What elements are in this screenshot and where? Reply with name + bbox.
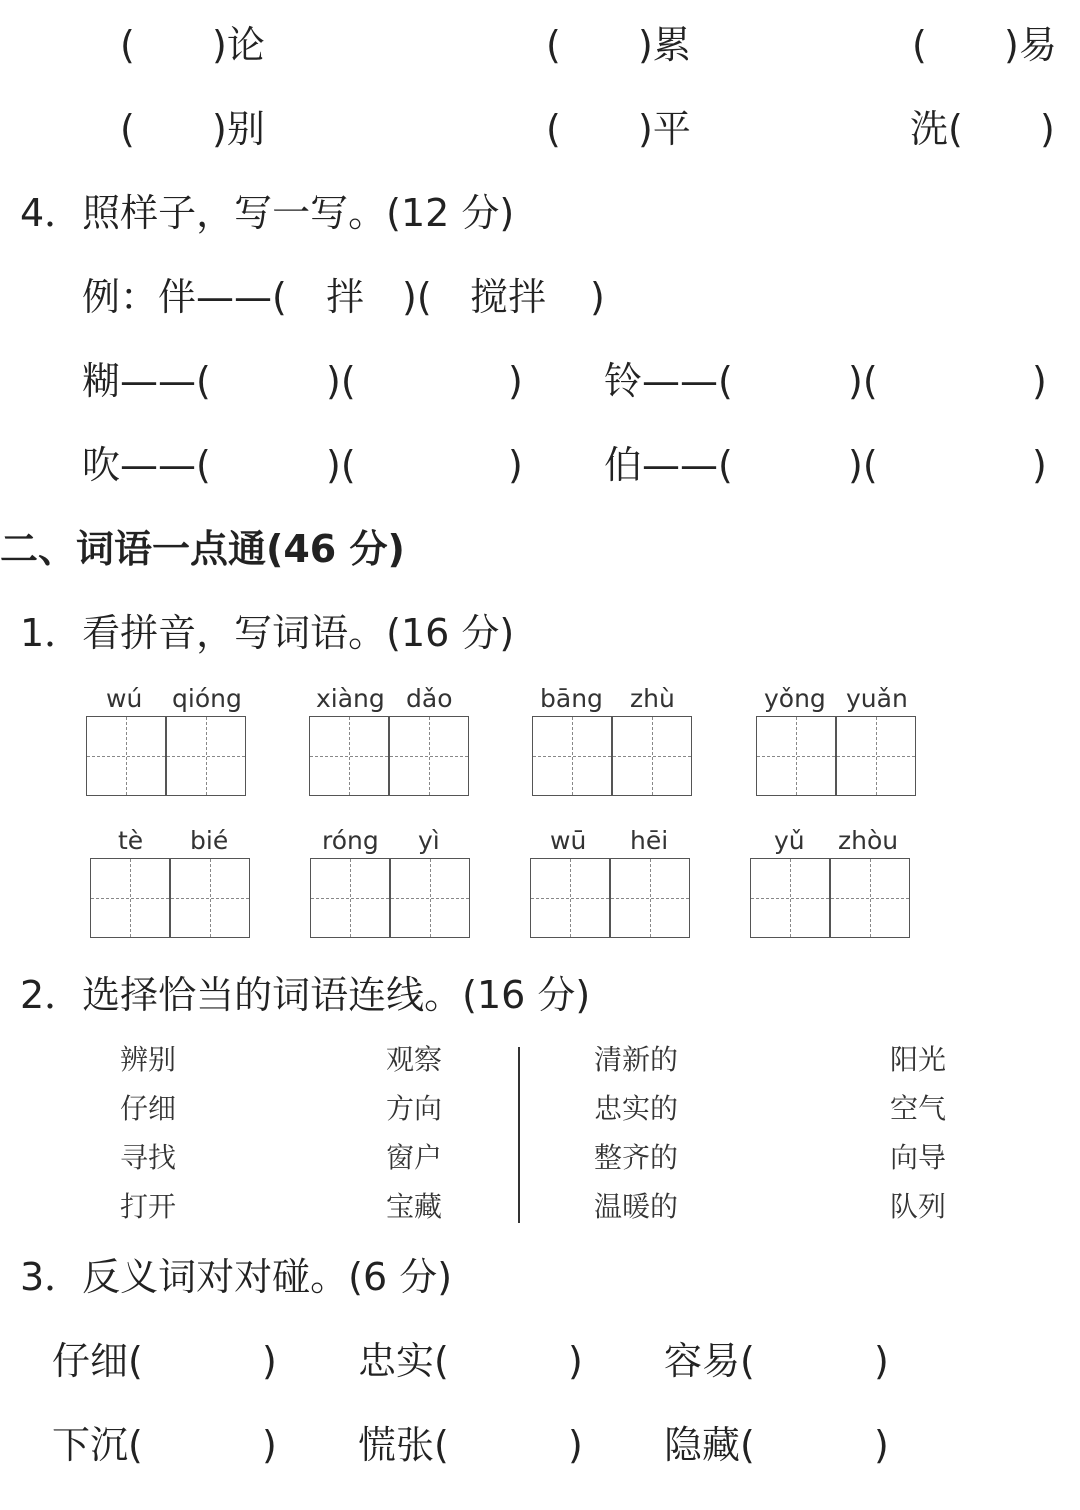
match-item[interactable]: 仔细 bbox=[120, 1092, 177, 1125]
q4-mid: )( bbox=[326, 443, 356, 487]
writing-box[interactable] bbox=[612, 716, 692, 796]
pinyin: róng bbox=[322, 826, 379, 855]
match-item[interactable]: 向导 bbox=[890, 1141, 947, 1174]
pinyin: zhòu bbox=[838, 826, 899, 855]
q4-title: 4．照样子，写一写。(12 分) bbox=[20, 191, 515, 235]
pinyin: bāng bbox=[540, 684, 603, 713]
q3-title: 3．反义词对对碰。(6 分) bbox=[20, 1255, 453, 1299]
pinyin: qióng bbox=[172, 684, 242, 713]
match-item[interactable]: 寻找 bbox=[120, 1141, 177, 1174]
match-item[interactable]: 窗户 bbox=[386, 1141, 443, 1174]
q4-char: 伯——( bbox=[604, 443, 733, 487]
antonym-word: 容易( bbox=[664, 1339, 755, 1383]
match-item[interactable]: 方向 bbox=[386, 1092, 443, 1125]
antonym-word: 隐藏( bbox=[664, 1423, 755, 1467]
writing-box[interactable] bbox=[830, 858, 910, 938]
pinyin: yǒng bbox=[764, 684, 826, 713]
match-item[interactable]: 整齐的 bbox=[594, 1141, 679, 1174]
antonym-close: ) bbox=[262, 1339, 277, 1383]
antonym-word: 慌张( bbox=[358, 1423, 449, 1467]
match-item[interactable]: 观察 bbox=[386, 1043, 443, 1076]
paren-word: )论 bbox=[212, 23, 265, 67]
pinyin: hēi bbox=[630, 826, 669, 855]
q4-char: 铃——( bbox=[604, 359, 733, 403]
match-item[interactable]: 阳光 bbox=[890, 1043, 947, 1076]
pinyin: yì bbox=[418, 826, 440, 855]
pinyin: tè bbox=[118, 826, 144, 855]
q4-end: ) bbox=[1032, 443, 1047, 487]
antonym-close: ) bbox=[874, 1423, 889, 1467]
example-mid: )( bbox=[402, 275, 432, 319]
antonym-word: 仔细( bbox=[52, 1339, 143, 1383]
paren-close: ) bbox=[1040, 107, 1055, 151]
writing-box[interactable] bbox=[389, 716, 469, 796]
paren-word: )平 bbox=[638, 107, 691, 151]
writing-box[interactable] bbox=[532, 716, 612, 796]
match-item[interactable]: 辨别 bbox=[120, 1043, 177, 1076]
q4-mid: )( bbox=[848, 359, 878, 403]
match-item[interactable]: 空气 bbox=[890, 1092, 947, 1125]
pinyin: yuǎn bbox=[846, 684, 908, 713]
paren-word: )累 bbox=[638, 23, 691, 67]
q4-mid: )( bbox=[848, 443, 878, 487]
writing-box[interactable] bbox=[610, 858, 690, 938]
writing-box[interactable] bbox=[310, 858, 390, 938]
paren-open: ( bbox=[546, 23, 561, 67]
paren-word: )别 bbox=[212, 107, 265, 151]
writing-box[interactable] bbox=[166, 716, 246, 796]
paren-open: ( bbox=[120, 107, 135, 151]
antonym-close: ) bbox=[262, 1423, 277, 1467]
q4-end: ) bbox=[508, 443, 523, 487]
antonym-close: ) bbox=[568, 1339, 583, 1383]
match-item[interactable]: 清新的 bbox=[594, 1043, 679, 1076]
example-answer-b: 搅拌 bbox=[470, 275, 547, 319]
pinyin: zhù bbox=[630, 684, 675, 713]
q4-char: 糊——( bbox=[82, 359, 211, 403]
paren-word: 洗( bbox=[910, 107, 963, 151]
pinyin: wú bbox=[106, 684, 143, 713]
example-answer-a: 拌 bbox=[326, 275, 365, 319]
pinyin: dǎo bbox=[406, 684, 453, 713]
writing-box[interactable] bbox=[90, 858, 170, 938]
writing-box[interactable] bbox=[836, 716, 916, 796]
q2-title: 2．选择恰当的词语连线。(16 分) bbox=[20, 973, 591, 1017]
antonym-word: 下沉( bbox=[52, 1423, 143, 1467]
pinyin: yǔ bbox=[774, 826, 805, 855]
divider bbox=[518, 1047, 520, 1223]
paren-open: ( bbox=[546, 107, 561, 151]
q1-title: 1．看拼音，写词语。(16 分) bbox=[20, 611, 515, 655]
writing-box[interactable] bbox=[530, 858, 610, 938]
match-item[interactable]: 宝藏 bbox=[386, 1190, 443, 1223]
q4-mid: )( bbox=[326, 359, 356, 403]
writing-box[interactable] bbox=[86, 716, 166, 796]
section-title: 二、词语一点通(46 分) bbox=[0, 527, 405, 571]
writing-box[interactable] bbox=[390, 858, 470, 938]
match-item[interactable]: 打开 bbox=[120, 1190, 177, 1223]
match-item[interactable]: 队列 bbox=[890, 1190, 947, 1223]
match-item[interactable]: 忠实的 bbox=[594, 1092, 679, 1125]
pinyin: wū bbox=[550, 826, 587, 855]
q4-char: 吹——( bbox=[82, 443, 211, 487]
pinyin: bié bbox=[190, 826, 229, 855]
paren-word: )易 bbox=[1004, 23, 1057, 67]
writing-box[interactable] bbox=[309, 716, 389, 796]
q4-end: ) bbox=[508, 359, 523, 403]
writing-box[interactable] bbox=[170, 858, 250, 938]
writing-box[interactable] bbox=[756, 716, 836, 796]
q4-end: ) bbox=[1032, 359, 1047, 403]
antonym-close: ) bbox=[568, 1423, 583, 1467]
paren-open: ( bbox=[120, 23, 135, 67]
example-label: 例：伴——( bbox=[82, 275, 287, 319]
paren-open: ( bbox=[912, 23, 927, 67]
match-item[interactable]: 温暖的 bbox=[594, 1190, 679, 1223]
antonym-close: ) bbox=[874, 1339, 889, 1383]
example-end: ) bbox=[590, 275, 605, 319]
writing-box[interactable] bbox=[750, 858, 830, 938]
pinyin: xiàng bbox=[316, 684, 385, 713]
antonym-word: 忠实( bbox=[358, 1339, 449, 1383]
